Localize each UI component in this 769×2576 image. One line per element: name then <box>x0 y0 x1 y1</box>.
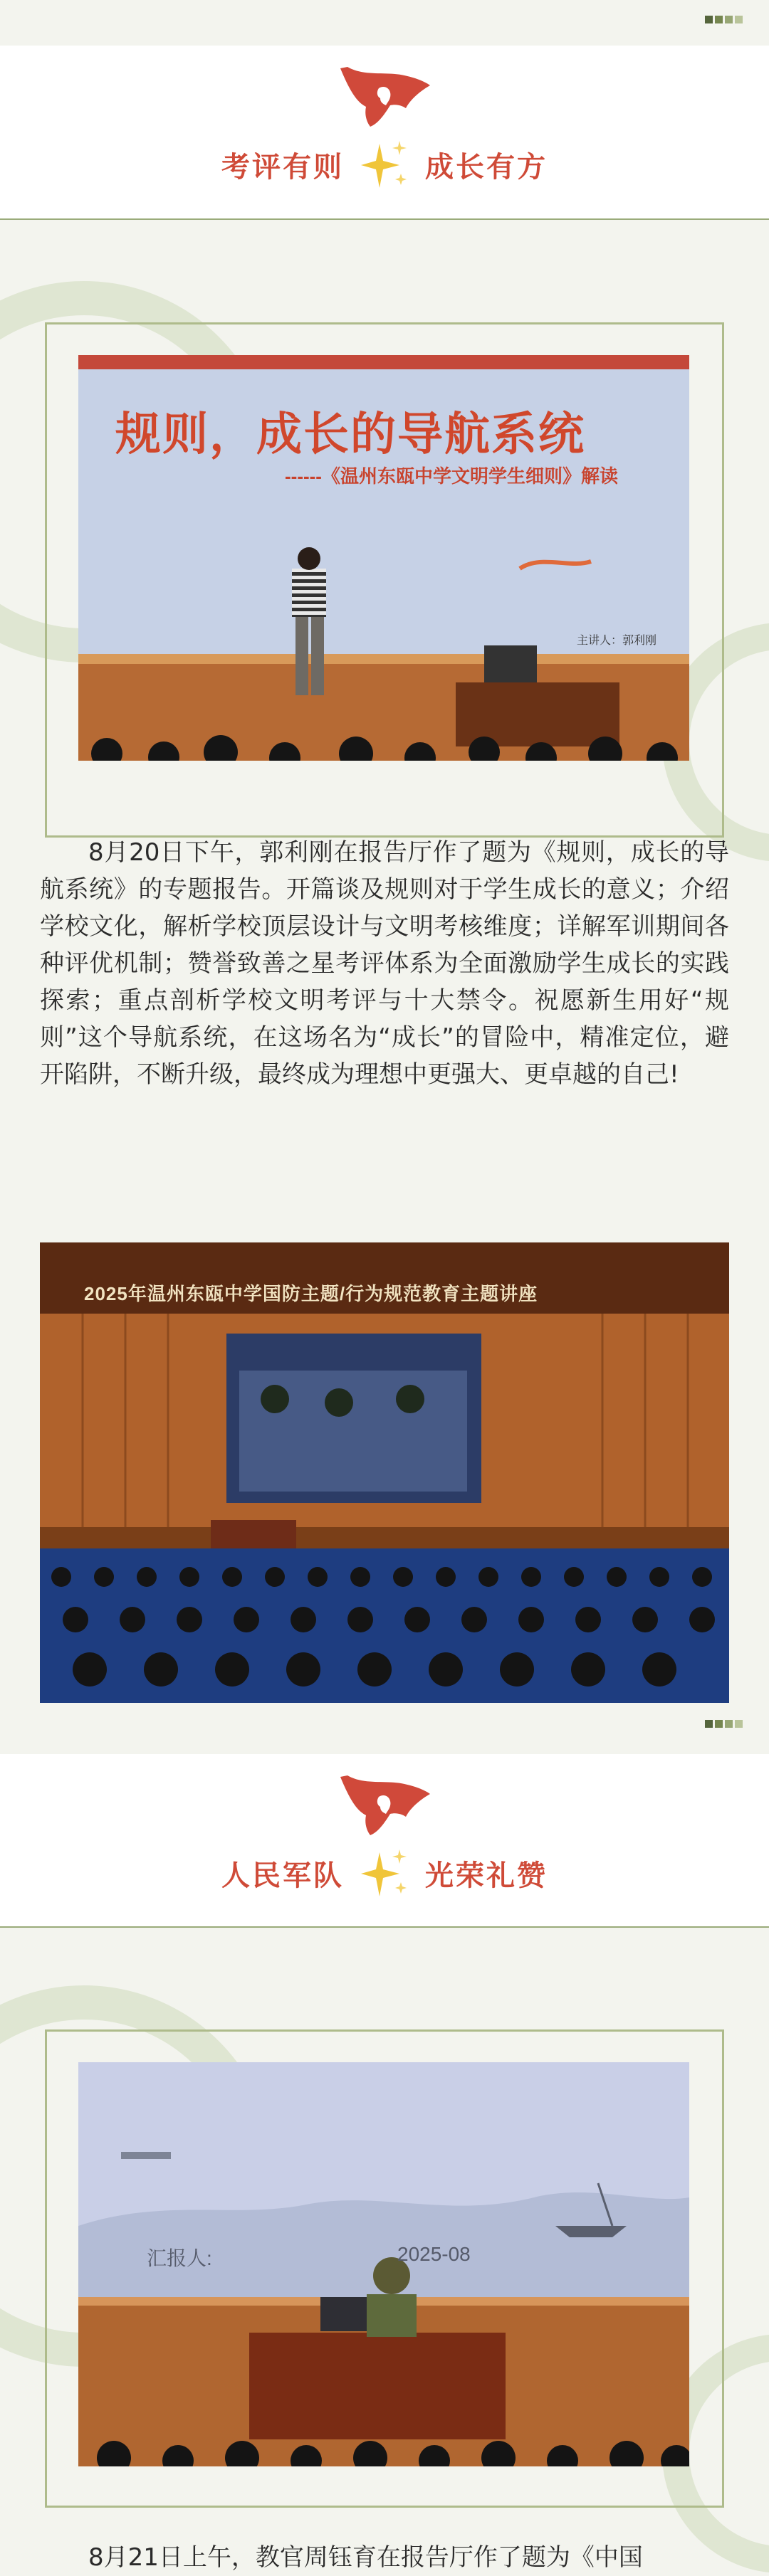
section-title-right: 成长有方 <box>425 151 548 183</box>
slide-title: 规则，成长的导航系统 <box>115 408 585 460</box>
section-divider-2 <box>0 1926 769 1928</box>
article-paragraph-1: 8月20日下午，郭利刚在报告厅作了题为《规则，成长的导航系统》的专题报告。开篇谈及规则对于学生成长的意义；介绍学校文化，解析学校顶层设计与文明考核维度；详解军训期间各种评优机制；赞誉致善之星考评体系为全面激励学生成长的实践探索；重点剖析学校文明考评与十大禁令。祝愿新生用好“规则”这个导航系统，在这场名为“成长”的冒险中，精准定位，避开陷阱，不断升级，最终成为理想中更强大、更卓越的自己! <box>40 838 729 1089</box>
section-title-2 <box>0 1845 769 1901</box>
slide-speaker: 主讲人：郭利刚 <box>577 635 657 647</box>
section-title-1 <box>0 137 769 192</box>
article-paragraph-2: 8月21日上午，教官周钰育在报告厅作了题为《中国 <box>88 2543 643 2572</box>
red-flag-icon-2 <box>336 1773 433 1838</box>
sparkle-icon-2 <box>358 1845 411 1901</box>
red-flag-icon <box>336 64 433 130</box>
photo-lecture-rules <box>78 355 689 761</box>
photo-auditorium <box>40 1242 729 1703</box>
section-title-left-2: 人民军队 <box>221 1859 344 1891</box>
section-title-right-2: 光荣礼赞 <box>425 1859 548 1891</box>
slide-date: 2025-08 <box>397 2243 471 2265</box>
decor-dots-mid <box>705 1720 743 1728</box>
section-divider-1 <box>0 218 769 220</box>
section-title-left: 考评有则 <box>221 151 344 183</box>
slide-reporter-label: 汇报人: <box>147 2247 212 2269</box>
auditorium-banner: 2025年温州东瓯中学国防主题/行为规范教育主题讲座 <box>84 1283 538 1304</box>
photo-instructor-lecture <box>78 2062 689 2466</box>
section-header-1 <box>0 46 769 218</box>
sparkle-icon <box>358 137 411 192</box>
decor-dots-top <box>705 16 743 23</box>
slide-subtitle: ------《温州东瓯中学文明学生细则》解读 <box>285 465 618 487</box>
section-header-2 <box>0 1754 769 1926</box>
